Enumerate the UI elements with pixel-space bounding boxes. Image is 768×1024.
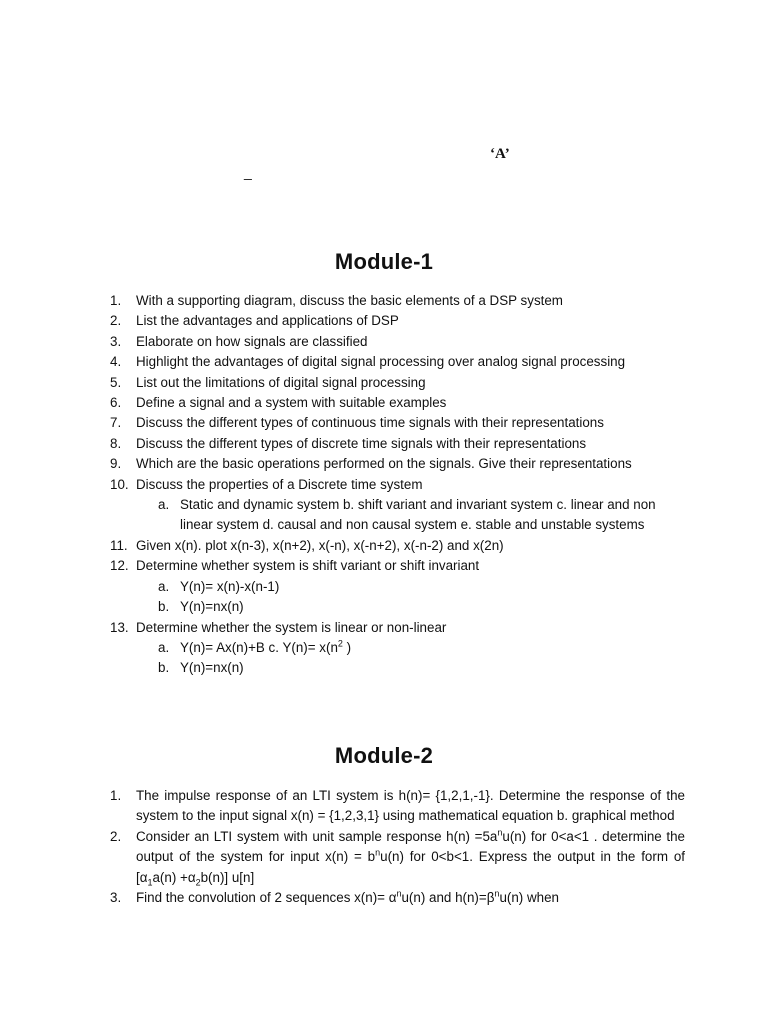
exponent: n bbox=[497, 827, 503, 838]
item-text: List the advantages and applications of DSP bbox=[136, 313, 399, 329]
item-number: 1. bbox=[110, 293, 122, 308]
list-item bbox=[110, 434, 685, 454]
list-item bbox=[110, 827, 685, 888]
item-text: Which are the basic operations performed on the signals. Give their representations bbox=[136, 456, 632, 472]
subscript: 2 bbox=[195, 877, 201, 888]
subscript: 1 bbox=[147, 877, 153, 888]
list-item bbox=[110, 536, 685, 556]
sub-item bbox=[110, 658, 685, 678]
item-text: The impulse response of an LTI system is h(n)= {1,2,1,-1}. Determine the response of the system to the input signal x(n) = {1,2,3,1} using mathematical equation b. graphical method bbox=[136, 788, 685, 824]
sub-item-text: Static and dynamic system b. shift variant and invariant system c. linear and non linear system d. causal and non causal system e. stable and unstable systems bbox=[180, 497, 656, 533]
exponent: 2 bbox=[337, 638, 343, 649]
item-number: 2. bbox=[110, 828, 122, 844]
item-text: Determine whether the system is linear or non-linear bbox=[136, 619, 447, 635]
list-item bbox=[110, 454, 685, 474]
exponent: n bbox=[375, 847, 381, 858]
sub-item-text: Y(n)= x(n)-x(n-1) bbox=[180, 578, 280, 594]
item-text: Discuss the different types of continuous time signals with their representations bbox=[136, 415, 604, 431]
text-part: u(n) when bbox=[499, 890, 559, 906]
list-item bbox=[110, 373, 685, 393]
text-part: u(n) for 0<b<1. Express the output in the form of [α bbox=[136, 849, 685, 885]
sub-item-text bbox=[180, 640, 351, 655]
item-number: 8. bbox=[110, 435, 122, 451]
header-mark: ‘A’ bbox=[490, 146, 510, 162]
list-item bbox=[110, 786, 685, 827]
item-text: Highlight the advantages of digital signal processing over analog signal processing bbox=[136, 354, 626, 370]
sub-item-letter: a. bbox=[158, 639, 170, 655]
item-text: Determine whether system is shift variant or shift invariant bbox=[136, 558, 480, 574]
sub-item-text: Y(n)=nx(n) bbox=[180, 599, 244, 615]
list-item bbox=[110, 618, 685, 638]
item-number: 6. bbox=[110, 395, 122, 411]
item-number: 2. bbox=[110, 313, 122, 329]
item-text bbox=[136, 890, 559, 905]
item-text: Discuss the different types of discrete time signals with their representations bbox=[136, 435, 587, 451]
list-item bbox=[110, 556, 685, 576]
item-number: 9. bbox=[110, 456, 122, 472]
sub-item bbox=[110, 638, 685, 658]
list-item bbox=[110, 332, 685, 352]
sub-item-letter: a. bbox=[158, 497, 170, 513]
formula-part: ) bbox=[342, 639, 352, 655]
item-text: With a supporting diagram, discuss the basic elements of a DSP system bbox=[136, 293, 563, 308]
item-number: 4. bbox=[110, 354, 122, 370]
item-number: 3. bbox=[110, 333, 122, 349]
text-part: u(n) and h(n)=β bbox=[401, 890, 495, 906]
module-2-title: Module-2 bbox=[334, 743, 434, 768]
item-number: 3. bbox=[110, 890, 122, 906]
item-number: 13. bbox=[110, 619, 129, 635]
sub-item-text: Y(n)=nx(n) bbox=[180, 660, 244, 676]
module-2-list bbox=[110, 786, 685, 908]
list-item bbox=[110, 352, 685, 372]
sub-item-letter: b. bbox=[158, 599, 170, 615]
module-1-title: Module-1 bbox=[334, 249, 434, 274]
item-number: 5. bbox=[110, 374, 122, 390]
list-item bbox=[110, 413, 685, 433]
sub-item bbox=[110, 577, 685, 597]
item-text bbox=[136, 827, 685, 888]
item-number: 11. bbox=[110, 537, 128, 553]
exponent: n bbox=[396, 888, 402, 899]
text-part: b(n)] u[n] bbox=[200, 869, 255, 885]
item-text: List out the limitations of digital signal processing bbox=[136, 374, 426, 390]
list-item bbox=[110, 311, 685, 331]
list-item bbox=[110, 291, 685, 311]
module-1-list bbox=[110, 291, 685, 679]
text-part: a(n) +α bbox=[152, 869, 196, 885]
item-text: Discuss the properties of a Discrete time system bbox=[136, 476, 423, 492]
item-text: Elaborate on how signals are classified bbox=[136, 333, 368, 349]
item-number: 1. bbox=[110, 788, 122, 803]
header-dash: _ bbox=[244, 164, 252, 180]
text-part: Find the convolution of 2 sequences x(n)= α bbox=[136, 890, 397, 906]
formula-part: Y(n)= Ax(n)+B c. Y(n)= x(n bbox=[180, 639, 338, 655]
item-number: 12. bbox=[110, 558, 129, 574]
sub-item bbox=[110, 495, 685, 536]
list-item bbox=[110, 475, 685, 495]
list-item bbox=[110, 888, 685, 908]
sub-item-letter: b. bbox=[158, 660, 170, 676]
sub-item bbox=[110, 597, 685, 617]
exponent: n bbox=[494, 888, 500, 899]
item-number: 7. bbox=[110, 415, 122, 431]
text-part: Consider an LTI system with unit sample response h(n) =5a bbox=[136, 828, 498, 844]
text-part: u(n) for 0<a<1 . determine the output of the system for input x(n) = b bbox=[136, 828, 685, 865]
item-text: Define a signal and a system with suitable examples bbox=[136, 395, 447, 411]
list-item bbox=[110, 393, 685, 413]
item-text: Given x(n). plot x(n-3), x(n+2), x(-n), x(-n+2), x(-n-2) and x(2n) bbox=[136, 537, 504, 553]
item-number: 10. bbox=[110, 476, 129, 492]
sub-item-letter: a. bbox=[158, 578, 170, 594]
